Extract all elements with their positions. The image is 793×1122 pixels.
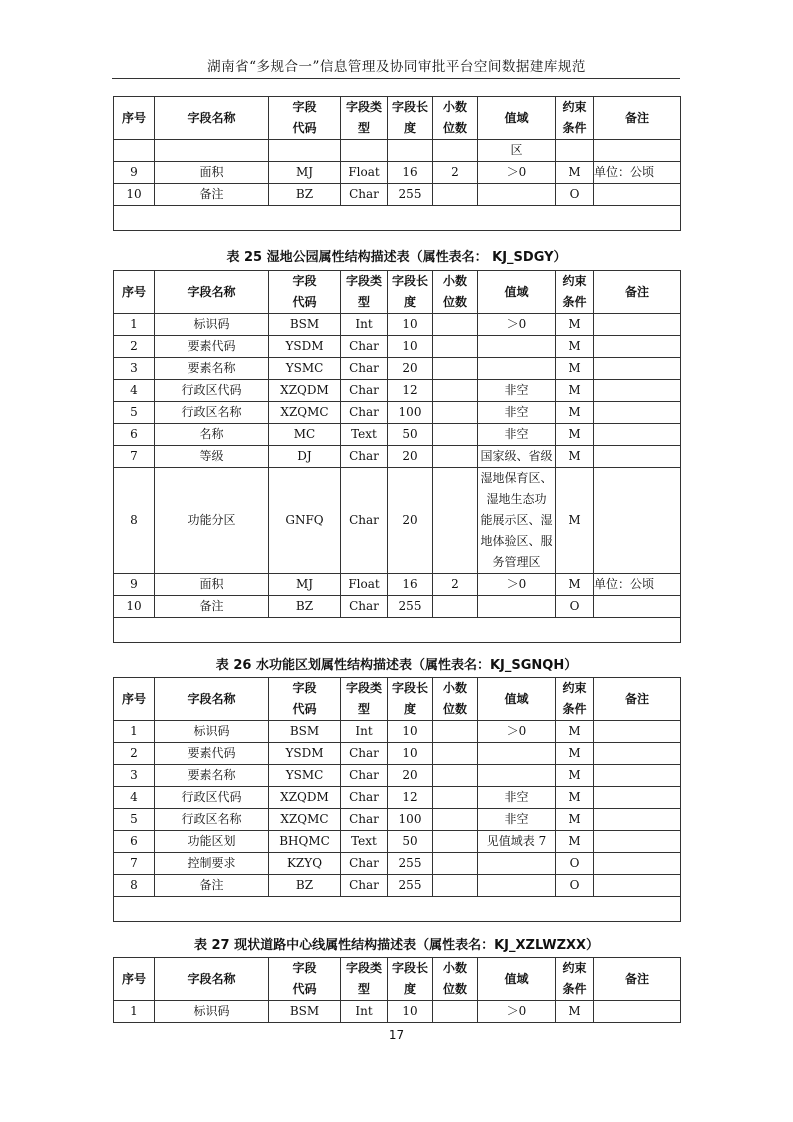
table-cell bbox=[478, 336, 556, 358]
table-cell: 16 bbox=[388, 162, 433, 184]
table-cell bbox=[478, 184, 556, 206]
column-header: 字段长 度 bbox=[388, 958, 433, 1001]
table-cell bbox=[433, 1001, 478, 1023]
table-empty-row bbox=[114, 897, 681, 922]
page-number: 17 bbox=[388, 1028, 405, 1042]
table-cell: BZ bbox=[269, 875, 341, 897]
table-cell bbox=[433, 468, 478, 574]
table-cell bbox=[433, 336, 478, 358]
table-cell bbox=[433, 140, 478, 162]
table-cell: 标识码 bbox=[155, 1001, 269, 1023]
table-cell: 面积 bbox=[155, 162, 269, 184]
table-cell: GNFQ bbox=[269, 468, 341, 574]
table-cell bbox=[594, 1001, 681, 1023]
table-cell: O bbox=[556, 596, 594, 618]
table-cell: Char bbox=[341, 765, 388, 787]
table-cell: 50 bbox=[388, 424, 433, 446]
table-row bbox=[114, 140, 681, 162]
table-cell bbox=[433, 596, 478, 618]
table-27-caption: 表 27 现状道路中心线属性结构描述表（属性表名：KJ_XZLWZXX） bbox=[193, 938, 600, 953]
table-cell bbox=[433, 809, 478, 831]
table-cell: 控制要求 bbox=[155, 853, 269, 875]
table-cell: 6 bbox=[114, 424, 155, 446]
table-cell bbox=[341, 140, 388, 162]
table-cell: Int bbox=[341, 1001, 388, 1023]
table-cell: Char bbox=[341, 787, 388, 809]
table-cell bbox=[594, 809, 681, 831]
table-cell bbox=[556, 140, 594, 162]
table-cell: Char bbox=[341, 875, 388, 897]
table-cell: 2 bbox=[114, 336, 155, 358]
table-cell: 255 bbox=[388, 596, 433, 618]
table-cell: 10 bbox=[388, 1001, 433, 1023]
table-cell: Char bbox=[341, 358, 388, 380]
table-cell: 2 bbox=[433, 574, 478, 596]
table-cell bbox=[478, 853, 556, 875]
table-cell bbox=[594, 402, 681, 424]
table-cell: Char bbox=[341, 380, 388, 402]
table-cell bbox=[594, 336, 681, 358]
table-cell: 非空 bbox=[478, 809, 556, 831]
table-cell: 要素代码 bbox=[155, 743, 269, 765]
table-cell bbox=[155, 140, 269, 162]
table-cell bbox=[433, 721, 478, 743]
table-row bbox=[114, 402, 681, 424]
table-cell bbox=[433, 380, 478, 402]
table-cell bbox=[433, 853, 478, 875]
table-header-row bbox=[114, 678, 681, 721]
table-row bbox=[114, 596, 681, 618]
table-cell: 2 bbox=[433, 162, 478, 184]
table-cell bbox=[433, 787, 478, 809]
table-cell: M bbox=[556, 574, 594, 596]
table-row bbox=[114, 446, 681, 468]
column-header: 小数 位数 bbox=[433, 958, 478, 1001]
table-cell: ＞0 bbox=[478, 574, 556, 596]
table-cell: 国家级、省级 bbox=[478, 446, 556, 468]
table-cell: 标识码 bbox=[155, 721, 269, 743]
table-cell bbox=[594, 596, 681, 618]
table-cell: 5 bbox=[114, 809, 155, 831]
table-cell bbox=[594, 184, 681, 206]
table-cell: ＞0 bbox=[478, 721, 556, 743]
table-row bbox=[114, 380, 681, 402]
table-cell: 1 bbox=[114, 1001, 155, 1023]
table-cell: Char bbox=[341, 468, 388, 574]
table-cell: M bbox=[556, 787, 594, 809]
table-cell: 255 bbox=[388, 184, 433, 206]
table-cell: 1 bbox=[114, 721, 155, 743]
table-cell: Char bbox=[341, 809, 388, 831]
table-cell: M bbox=[556, 446, 594, 468]
table-cell: 见值域表 7 bbox=[478, 831, 556, 853]
table-cell: M bbox=[556, 162, 594, 184]
column-header: 字段 代码 bbox=[269, 678, 341, 721]
table-cell bbox=[594, 358, 681, 380]
table-cell bbox=[114, 140, 155, 162]
table-cell: 255 bbox=[388, 875, 433, 897]
table-cell bbox=[433, 446, 478, 468]
table-cell bbox=[594, 743, 681, 765]
table-cell bbox=[478, 875, 556, 897]
column-header: 备注 bbox=[594, 678, 681, 721]
table-cell bbox=[269, 140, 341, 162]
column-header: 字段长 度 bbox=[388, 678, 433, 721]
column-header: 字段长 度 bbox=[388, 97, 433, 140]
table-cell: 6 bbox=[114, 831, 155, 853]
table-cell: 区 bbox=[478, 140, 556, 162]
table-cell: M bbox=[556, 380, 594, 402]
table-cell: 50 bbox=[388, 831, 433, 853]
table-cell: 10 bbox=[388, 743, 433, 765]
table-cell: M bbox=[556, 402, 594, 424]
table-cell: 4 bbox=[114, 787, 155, 809]
table-cell: 非空 bbox=[478, 424, 556, 446]
column-header: 值域 bbox=[478, 958, 556, 1001]
table-cell: 标识码 bbox=[155, 314, 269, 336]
table-row bbox=[114, 162, 681, 184]
water-function-zone-attribute-table bbox=[113, 677, 681, 922]
table-cell: M bbox=[556, 765, 594, 787]
table-cell: 要素名称 bbox=[155, 765, 269, 787]
table-row bbox=[114, 314, 681, 336]
table-cell: MC bbox=[269, 424, 341, 446]
table-cell bbox=[594, 721, 681, 743]
column-header: 值域 bbox=[478, 97, 556, 140]
table-cell: 100 bbox=[388, 809, 433, 831]
table-cell: BHQMC bbox=[269, 831, 341, 853]
table-cell: 单位：公顷 bbox=[594, 162, 681, 184]
column-header: 字段长 度 bbox=[388, 271, 433, 314]
table-row bbox=[114, 831, 681, 853]
table-cell: 4 bbox=[114, 380, 155, 402]
table-cell: 12 bbox=[388, 380, 433, 402]
table-row bbox=[114, 468, 681, 574]
column-header: 字段名称 bbox=[155, 678, 269, 721]
table-cell: 255 bbox=[388, 853, 433, 875]
table-row bbox=[114, 424, 681, 446]
column-header: 值域 bbox=[478, 271, 556, 314]
table-cell: M bbox=[556, 831, 594, 853]
column-header: 约束 条件 bbox=[556, 271, 594, 314]
column-header: 字段 代码 bbox=[269, 958, 341, 1001]
table-cell: YSMC bbox=[269, 765, 341, 787]
table-cell bbox=[594, 314, 681, 336]
table-cell: 9 bbox=[114, 162, 155, 184]
column-header: 序号 bbox=[114, 271, 155, 314]
table-cell: 10 bbox=[388, 314, 433, 336]
table-cell: 等级 bbox=[155, 446, 269, 468]
table-cell bbox=[433, 314, 478, 336]
table-cell bbox=[433, 358, 478, 380]
attribute-table-continued bbox=[113, 96, 681, 231]
table-cell: YSDM bbox=[269, 336, 341, 358]
table-cell: 备注 bbox=[155, 184, 269, 206]
table-cell: 面积 bbox=[155, 574, 269, 596]
table-row bbox=[114, 574, 681, 596]
table-cell: M bbox=[556, 358, 594, 380]
column-header: 字段类 型 bbox=[341, 97, 388, 140]
table-cell: 功能区划 bbox=[155, 831, 269, 853]
table-cell bbox=[594, 831, 681, 853]
column-header: 字段 代码 bbox=[269, 271, 341, 314]
column-header: 约束 条件 bbox=[556, 678, 594, 721]
table-cell: 单位：公顷 bbox=[594, 574, 681, 596]
table-cell: O bbox=[556, 875, 594, 897]
table-cell bbox=[433, 743, 478, 765]
table-cell bbox=[478, 596, 556, 618]
table-cell bbox=[594, 787, 681, 809]
table-cell: ＞0 bbox=[478, 314, 556, 336]
table-cell: 名称 bbox=[155, 424, 269, 446]
table-cell: ＞0 bbox=[478, 162, 556, 184]
table-row bbox=[114, 853, 681, 875]
table-cell: Char bbox=[341, 446, 388, 468]
table-cell bbox=[433, 765, 478, 787]
table-cell: XZQMC bbox=[269, 809, 341, 831]
table-cell bbox=[478, 358, 556, 380]
column-header: 字段类 型 bbox=[341, 958, 388, 1001]
table-cell: M bbox=[556, 424, 594, 446]
column-header: 字段名称 bbox=[155, 97, 269, 140]
column-header: 序号 bbox=[114, 678, 155, 721]
table-cell: DJ bbox=[269, 446, 341, 468]
table-cell: BZ bbox=[269, 184, 341, 206]
table-cell: 非空 bbox=[478, 380, 556, 402]
table-row bbox=[114, 787, 681, 809]
table-cell: 9 bbox=[114, 574, 155, 596]
table-cell: 行政区代码 bbox=[155, 380, 269, 402]
column-header: 小数 位数 bbox=[433, 97, 478, 140]
table-cell: 3 bbox=[114, 765, 155, 787]
table-cell bbox=[433, 875, 478, 897]
table-cell: 10 bbox=[114, 184, 155, 206]
table-cell: 16 bbox=[388, 574, 433, 596]
table-cell: ＞0 bbox=[478, 1001, 556, 1023]
table-cell: 10 bbox=[388, 721, 433, 743]
table-cell: 20 bbox=[388, 358, 433, 380]
table-cell: Char bbox=[341, 184, 388, 206]
table-header-row bbox=[114, 271, 681, 314]
column-header: 约束 条件 bbox=[556, 958, 594, 1001]
table-cell: 湿地保育区、 湿地生态功 能展示区、湿 地体验区、服 务管理区 bbox=[478, 468, 556, 574]
table-cell: YSDM bbox=[269, 743, 341, 765]
table-cell: Text bbox=[341, 831, 388, 853]
table-cell: M bbox=[556, 721, 594, 743]
table-cell bbox=[478, 765, 556, 787]
table-cell: Char bbox=[341, 743, 388, 765]
column-header: 备注 bbox=[594, 958, 681, 1001]
table-cell: Float bbox=[341, 162, 388, 184]
table-cell: O bbox=[556, 184, 594, 206]
table-cell: BZ bbox=[269, 596, 341, 618]
table-cell bbox=[594, 380, 681, 402]
column-header: 约束 条件 bbox=[556, 97, 594, 140]
table-cell bbox=[433, 831, 478, 853]
table-cell: M bbox=[556, 336, 594, 358]
table-cell: M bbox=[556, 743, 594, 765]
table-cell: M bbox=[556, 809, 594, 831]
table-cell bbox=[433, 184, 478, 206]
table-cell: 2 bbox=[114, 743, 155, 765]
column-header: 字段类 型 bbox=[341, 678, 388, 721]
column-header: 字段类 型 bbox=[341, 271, 388, 314]
table-cell: Char bbox=[341, 336, 388, 358]
table-cell bbox=[594, 446, 681, 468]
header-rule bbox=[112, 78, 680, 79]
table-cell: 要素代码 bbox=[155, 336, 269, 358]
table-cell: 100 bbox=[388, 402, 433, 424]
table-row bbox=[114, 1001, 681, 1023]
table-cell: BSM bbox=[269, 1001, 341, 1023]
table-cell: Char bbox=[341, 853, 388, 875]
table-cell: Int bbox=[341, 721, 388, 743]
table-cell: M bbox=[556, 314, 594, 336]
table-cell: 10 bbox=[114, 596, 155, 618]
table-cell: 备注 bbox=[155, 596, 269, 618]
wetland-park-attribute-table bbox=[113, 270, 681, 643]
table-cell: Text bbox=[341, 424, 388, 446]
table-cell: BSM bbox=[269, 721, 341, 743]
table-cell: 行政区名称 bbox=[155, 402, 269, 424]
table-cell bbox=[594, 875, 681, 897]
table-cell bbox=[594, 765, 681, 787]
table-cell bbox=[478, 743, 556, 765]
table-cell: 8 bbox=[114, 468, 155, 574]
table-cell: MJ bbox=[269, 162, 341, 184]
table-cell: M bbox=[556, 468, 594, 574]
column-header: 值域 bbox=[478, 678, 556, 721]
column-header: 备注 bbox=[594, 271, 681, 314]
table-header-row bbox=[114, 958, 681, 1001]
table-row bbox=[114, 809, 681, 831]
table-cell: 非空 bbox=[478, 402, 556, 424]
table-cell: 行政区代码 bbox=[155, 787, 269, 809]
table-cell: 功能分区 bbox=[155, 468, 269, 574]
table-row bbox=[114, 765, 681, 787]
table-cell: O bbox=[556, 853, 594, 875]
table-cell: YSMC bbox=[269, 358, 341, 380]
table-cell bbox=[594, 424, 681, 446]
table-empty-row bbox=[114, 206, 681, 231]
table-cell: 20 bbox=[388, 468, 433, 574]
table-cell: XZQDM bbox=[269, 787, 341, 809]
table-cell: 1 bbox=[114, 314, 155, 336]
table-cell bbox=[594, 140, 681, 162]
column-header: 字段名称 bbox=[155, 271, 269, 314]
table-row bbox=[114, 875, 681, 897]
table-row bbox=[114, 721, 681, 743]
table-cell bbox=[594, 468, 681, 574]
table-row bbox=[114, 743, 681, 765]
table-cell: 备注 bbox=[155, 875, 269, 897]
table-cell: XZQDM bbox=[269, 380, 341, 402]
table-cell bbox=[388, 140, 433, 162]
table-26-caption: 表 26 水功能区划属性结构描述表（属性表名：KJ_SGNQH） bbox=[215, 658, 578, 673]
table-cell: 20 bbox=[388, 446, 433, 468]
table-cell: 7 bbox=[114, 853, 155, 875]
table-cell: 12 bbox=[388, 787, 433, 809]
column-header: 小数 位数 bbox=[433, 678, 478, 721]
column-header: 备注 bbox=[594, 97, 681, 140]
table-empty-row bbox=[114, 618, 681, 643]
column-header: 字段名称 bbox=[155, 958, 269, 1001]
column-header: 序号 bbox=[114, 958, 155, 1001]
column-header: 字段 代码 bbox=[269, 97, 341, 140]
table-cell: 5 bbox=[114, 402, 155, 424]
running-header: 湖南省“多规合一”信息管理及协同审批平台空间数据建库规范 bbox=[207, 59, 586, 75]
table-cell: 8 bbox=[114, 875, 155, 897]
table-cell: 3 bbox=[114, 358, 155, 380]
column-header: 序号 bbox=[114, 97, 155, 140]
table-cell: Char bbox=[341, 402, 388, 424]
table-cell: 20 bbox=[388, 765, 433, 787]
table-cell: BSM bbox=[269, 314, 341, 336]
table-cell: Int bbox=[341, 314, 388, 336]
table-row bbox=[114, 184, 681, 206]
table-cell: KZYQ bbox=[269, 853, 341, 875]
table-cell bbox=[433, 424, 478, 446]
table-cell: 非空 bbox=[478, 787, 556, 809]
table-cell: 行政区名称 bbox=[155, 809, 269, 831]
table-cell: 7 bbox=[114, 446, 155, 468]
table-row bbox=[114, 336, 681, 358]
table-25-caption: 表 25 湿地公园属性结构描述表（属性表名： KJ_SDGY） bbox=[226, 250, 567, 265]
table-cell: XZQMC bbox=[269, 402, 341, 424]
table-cell: Float bbox=[341, 574, 388, 596]
table-header-row bbox=[114, 97, 681, 140]
table-cell: Char bbox=[341, 596, 388, 618]
table-row bbox=[114, 358, 681, 380]
column-header: 小数 位数 bbox=[433, 271, 478, 314]
table-cell: 10 bbox=[388, 336, 433, 358]
table-cell bbox=[594, 853, 681, 875]
table-cell: M bbox=[556, 1001, 594, 1023]
road-centerline-attribute-table bbox=[113, 957, 681, 1023]
table-cell: 要素名称 bbox=[155, 358, 269, 380]
table-cell: MJ bbox=[269, 574, 341, 596]
table-cell bbox=[433, 402, 478, 424]
